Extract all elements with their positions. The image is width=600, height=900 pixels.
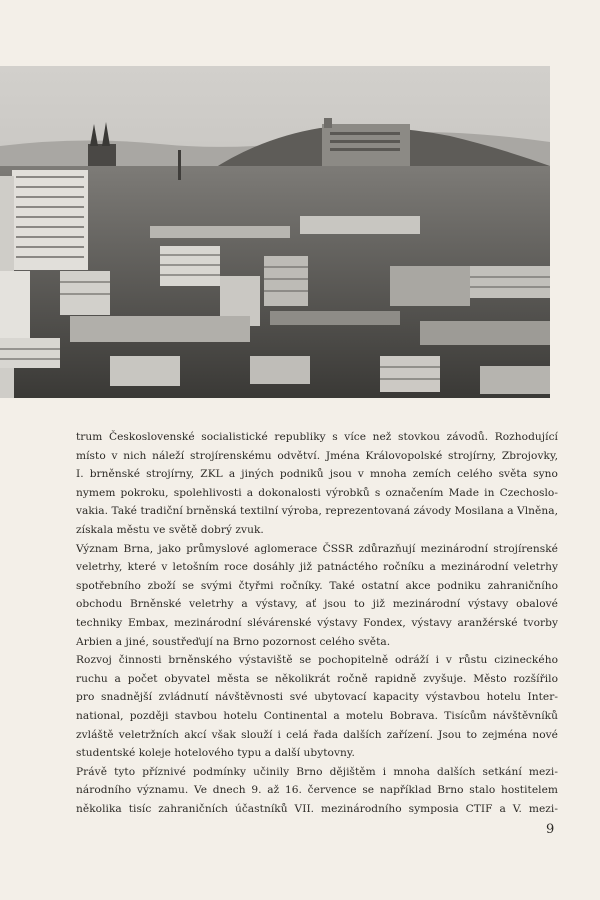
article-line: veletrhy, které v letošním roce dosáhly již patnáctého ročníku a mezinárodní veletrhy xyxy=(76,561,558,574)
article-line: Rozvoj činnosti brněnského výstaviště se pochopitelně odráží i v růstu cizineckého xyxy=(76,654,558,667)
article-line: I. brněnské strojírny, ZKL a jiných podniků jsou v mnoha zemích celého světa syno xyxy=(76,468,558,481)
city-panorama-photo xyxy=(0,66,550,398)
article-line: pro snadnější zvládnutí návštěvnosti své ubytovací kapacity výstavbou hotelu Inter- xyxy=(76,691,558,704)
article-line: několika tisíc zahraničních účastníků VII. mezinárodního symposia CTIF a V. mezi- xyxy=(76,802,558,815)
article-line: Právě tyto příznivé podmínky učinily Brno dějištěm i mnoha dalších setkání mezi- xyxy=(76,765,558,778)
article-body xyxy=(76,428,558,818)
article-line: získala městu ve světě dobrý zvuk. xyxy=(76,523,264,536)
article-line: Význam Brna, jako průmyslové aglomerace ČSSR zdůrazňují mezinárodní strojírenské xyxy=(76,542,558,555)
article-line: ruchu a počet obyvatel města se několikrát ročně rapidně zvyšuje. Město rozšířilo xyxy=(76,672,558,685)
article-line: vakia. Také tradiční brněnská textilní výroba, reprezentovaná závody Mosilana a Vlněna, xyxy=(76,505,558,518)
article-line: obchodu Brněnské veletrhy a výstavy, ať jsou to již mezinárodní výstavy obalové xyxy=(76,598,558,611)
city-panorama-icon xyxy=(0,66,550,398)
article-line: nymem pokroku, spolehlivosti a dokonalosti výrobků s označením Made in Czechoslo- xyxy=(76,486,558,499)
article-line: national, později stavbou hotelu Continental a motelu Bobrava. Tisícům návštěvníků xyxy=(76,709,558,722)
article-line: spotřebního zboží se svými čtyřmi ročníky. Také ostatní akce podniku zahraničního xyxy=(76,579,558,592)
article-line: techniky Embax, mezinárodní slévárenské výstavy Fondex, výstavy aranžérské tvorby xyxy=(76,616,558,629)
article-line: studentské koleje hotelového typu a další ubytovny. xyxy=(76,747,355,760)
article-line: Arbien a jiné, soustřeďují na Brno pozornost celého světa. xyxy=(76,635,391,648)
article-line: trum Československé socialistické republiky s více než stovkou závodů. Rozhodující xyxy=(76,431,558,443)
page-number: 9 xyxy=(546,822,555,837)
article-line: zvláště veletržních akcí však slouží i celá řada dalších zařízení. Jsou to zejména nové xyxy=(76,728,558,741)
article-line: národního významu. Ve dnech 9. až 16. července se například Brno stalo hostitelem xyxy=(76,784,558,797)
article-line: místo v nich náleží strojírenskému odvětví. Jména Královopolské strojírny, Zbrojovky, xyxy=(76,449,558,462)
